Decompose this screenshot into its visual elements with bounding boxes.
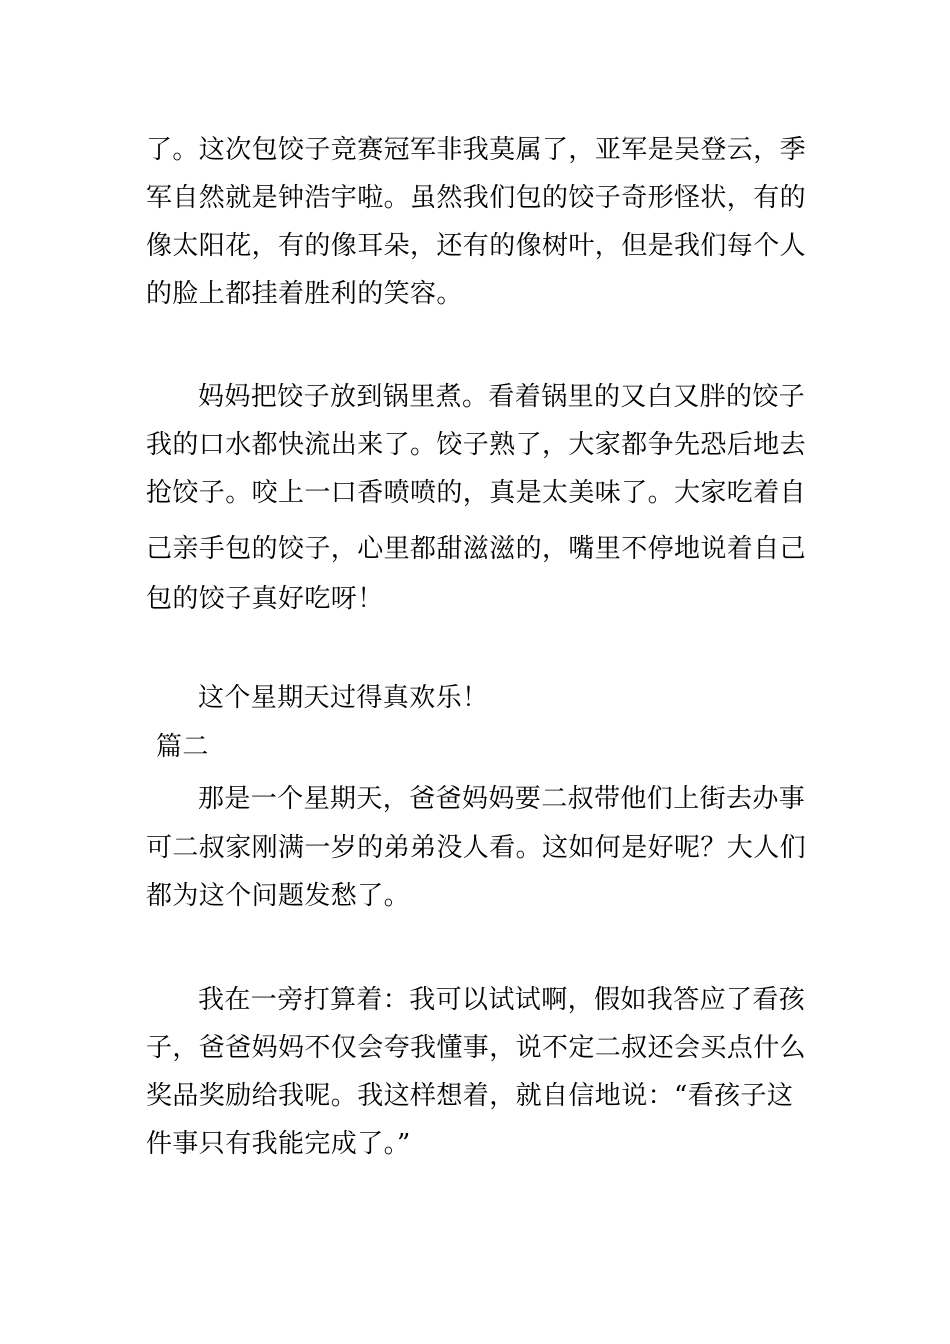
paragraph-1-line-2: 军自然就是钟浩宇啦。虽然我们包的饺子奇形怪状，有的 (146, 183, 807, 213)
paragraph-2-line-5: 包的饺子真好吃呀！ (146, 584, 384, 614)
paragraph-1-line-3: 像太阳花，有的像耳朵，还有的像树叶，但是我们每个人 (146, 231, 807, 261)
paragraph-2-line-4: 己亲手包的饺子，心里都甜滋滋的，嘴里不停地说着自己 (146, 534, 807, 564)
paragraph-3-line-1: 这个星期天过得真欢乐！ (198, 683, 489, 713)
paragraph-5-line-4: 件事只有我能完成了。” (146, 1129, 411, 1159)
paragraph-4-line-2: 可二叔家刚满一岁的弟弟没人看。这如何是好呢？大人们 (146, 833, 807, 863)
paragraph-1-line-4: 的脸上都挂着胜利的笑容。 (146, 279, 463, 309)
paragraph-4-line-1: 那是一个星期天，爸爸妈妈要二叔带他们上街去办事 (198, 784, 806, 814)
paragraph-5-line-2: 子，爸爸妈妈不仅会夸我懂事，说不定二叔还会买点什么 (146, 1033, 807, 1063)
paragraph-2-line-2: 我的口水都快流出来了。饺子熟了，大家都争先恐后地去 (146, 430, 807, 460)
paragraph-2-line-3: 抢饺子。咬上一口香喷喷的，真是太美味了。大家吃着自 (146, 478, 807, 508)
paragraph-2-line-1: 妈妈把饺子放到锅里煮。看着锅里的又白又胖的饺子 (198, 382, 806, 412)
paragraph-5-line-3: 奖品奖励给我呢。我这样想着，就自信地说：“看孩子这 (146, 1081, 794, 1111)
paragraph-4-line-3: 都为这个问题发愁了。 (146, 881, 411, 911)
paragraph-5-line-1: 我在一旁打算着：我可以试试啊，假如我答应了看孩 (198, 985, 806, 1015)
section-heading: 篇二 (156, 732, 209, 762)
paragraph-1-line-1: 了。这次包饺子竞赛冠军非我莫属了，亚军是吴登云，季 (146, 135, 807, 165)
